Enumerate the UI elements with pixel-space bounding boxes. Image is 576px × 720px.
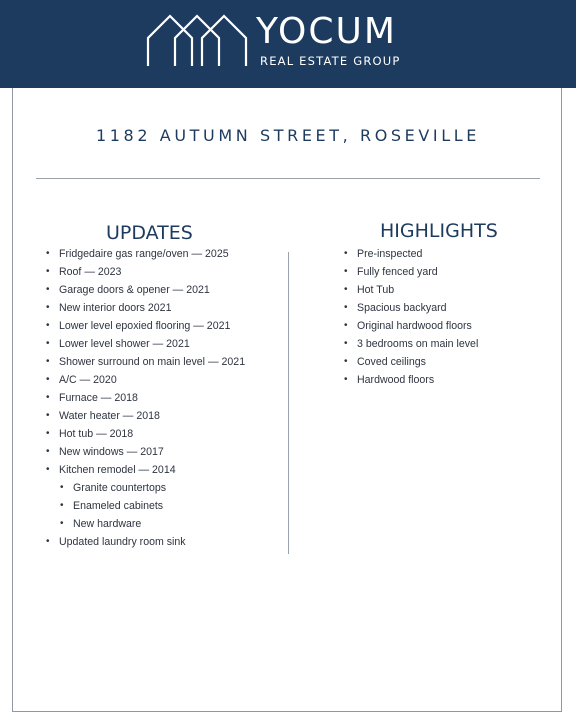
bullet-icon: • [46, 446, 50, 457]
list-item [46, 533, 286, 551]
bullet-icon: • [46, 266, 50, 277]
bullet-icon: • [46, 284, 50, 295]
bullet-icon: • [46, 338, 50, 349]
list-item [46, 389, 286, 407]
list-item [46, 335, 286, 353]
list-item [46, 371, 286, 389]
bullet-icon: • [344, 248, 348, 259]
column-divider [288, 252, 289, 554]
list-item-text: Shower surround on main level — 2021 [59, 356, 246, 368]
list-item-text: Original hardwood floors [357, 320, 472, 332]
list-item-text: Fridgedaire gas range/oven — 2025 [59, 248, 229, 260]
bullet-icon: • [60, 482, 64, 493]
bullet-icon: • [344, 338, 348, 349]
bullet-icon: • [46, 248, 50, 259]
list-item [46, 497, 286, 515]
bullet-icon: • [60, 500, 64, 511]
list-item-text: Hot Tub [357, 284, 395, 296]
list-item-text: Lower level shower — 2021 [59, 338, 190, 350]
list-item [46, 479, 286, 497]
bullet-icon: • [344, 302, 348, 313]
list-item [46, 353, 286, 371]
bullet-icon: • [344, 284, 348, 295]
list-item [46, 461, 286, 479]
list-item [46, 281, 286, 299]
list-item [46, 245, 286, 263]
list-item [344, 371, 544, 389]
list-item-text: Lower level epoxied flooring — 2021 [59, 320, 231, 332]
list-item-text: 3 bedrooms on main level [357, 338, 479, 350]
bullet-icon: • [46, 410, 50, 421]
bullet-icon: • [344, 356, 348, 367]
bullet-icon: • [60, 518, 64, 529]
list-item [344, 281, 544, 299]
bullet-icon: • [46, 392, 50, 403]
bullet-icon: • [46, 428, 50, 439]
bullet-icon: • [46, 464, 50, 475]
list-item-text: New windows — 2017 [59, 446, 164, 458]
bullet-icon: • [46, 302, 50, 313]
bullet-icon: • [344, 266, 348, 277]
bullet-icon: • [46, 536, 50, 547]
list-item-text: Water heater — 2018 [59, 410, 160, 422]
list-item [46, 263, 286, 281]
brand-name: YOCUM [256, 11, 397, 52]
list-item-text: Roof — 2023 [59, 266, 122, 278]
list-item [344, 317, 544, 335]
list-item-text: Pre-inspected [357, 248, 423, 260]
list-item [46, 443, 286, 461]
list-item-text: Fully fenced yard [357, 266, 438, 278]
bullet-icon: • [46, 320, 50, 331]
house-outlines-logo-icon [146, 12, 250, 68]
highlights-list [344, 245, 544, 389]
list-item-text: Coved ceilings [357, 356, 426, 368]
property-address: 1182 AUTUMN STREET, ROSEVILLE [96, 126, 480, 145]
list-item [46, 515, 286, 533]
list-item [344, 299, 544, 317]
list-item-text: Granite countertops [73, 482, 167, 494]
list-item [344, 245, 544, 263]
list-item [344, 263, 544, 281]
bullet-icon: • [344, 374, 348, 385]
list-item-text: Enameled cabinets [73, 500, 164, 512]
brand-subtitle: REAL ESTATE GROUP [260, 54, 401, 68]
list-item [46, 317, 286, 335]
list-item-text: Spacious backyard [357, 302, 447, 314]
list-item [344, 335, 544, 353]
list-item-text: Hardwood floors [357, 374, 435, 386]
divider-rule [36, 178, 540, 179]
list-item-text: Kitchen remodel — 2014 [59, 464, 176, 476]
list-item [46, 407, 286, 425]
list-item-text: Updated laundry room sink [59, 536, 186, 548]
list-item-text: Hot tub — 2018 [59, 428, 134, 440]
list-item [46, 299, 286, 317]
header-banner [0, 0, 576, 88]
highlights-title: HIGHLIGHTS [380, 220, 498, 242]
list-item [344, 353, 544, 371]
bullet-icon: • [344, 320, 348, 331]
bullet-icon: • [46, 356, 50, 367]
list-item-text: A/C — 2020 [59, 374, 117, 386]
updates-list [46, 245, 286, 551]
list-item [46, 425, 286, 443]
bullet-icon: • [46, 374, 50, 385]
updates-title: UPDATES [106, 222, 193, 244]
list-item-text: New interior doors 2021 [59, 302, 172, 314]
list-item-text: New hardware [73, 518, 142, 530]
list-item-text: Garage doors & opener — 2021 [59, 284, 210, 296]
list-item-text: Furnace — 2018 [59, 392, 138, 404]
